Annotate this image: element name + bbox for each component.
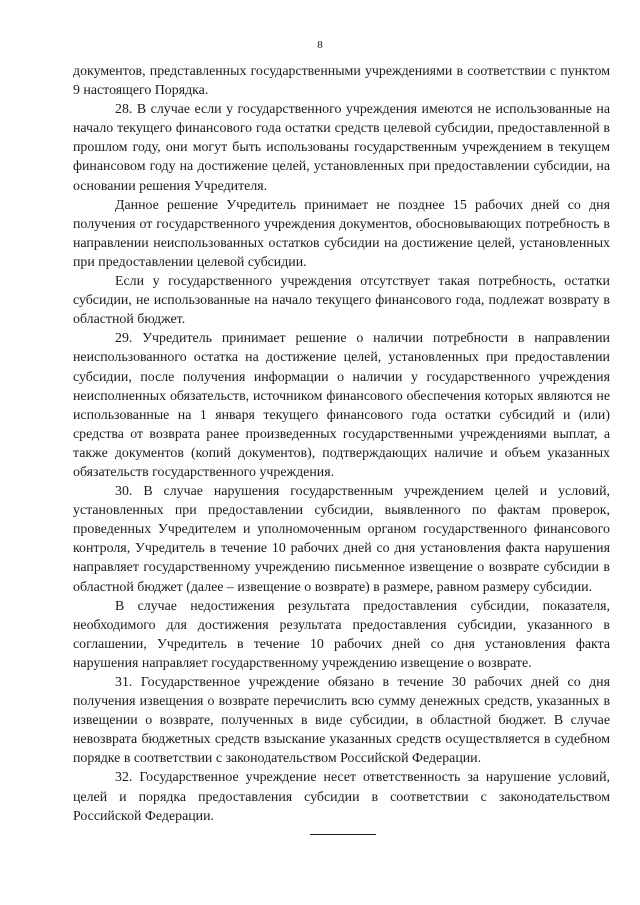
- paragraph-item-32: 32. Государственное учреждение несет ответственность за нарушение условий, целей и порядка предоставления субсидии в соответствии с законодательством Российской Федерации.: [73, 770, 610, 824]
- paragraph-item-28-return: Если у государственного учреждения отсутствует такая потребность, остатки субсидии, не использованные на начало текущего финансового года, подлежат возврату в областной бюджет.: [73, 274, 610, 328]
- paragraph-item-28-decision: Данное решение Учредитель принимает не позднее 15 рабочих дней со дня получения от государственного учреждения документов, обосновывающих потребность в направлении неиспользованных остатков субсидии на достижение целей, установленных при предоставлении целевой субсидии.: [73, 197, 610, 270]
- paragraph-item-31: 31. Государственное учреждение обязано в течение 30 рабочих дней со дня получения извещения о возврате перечислить всю сумму денежных средств, указанных в извещении о возврате, полученных в виде субсидии, в областной бюджет. В случае невозврата бюджетных средств взыскание указанных средств осуществляется в судебном порядке в соответствии с законодательством Российской Федерации.: [73, 675, 610, 767]
- page-number: 8: [317, 39, 323, 51]
- paragraph-continuation: документов, представленных государственными учреждениями в соответствии с пунктом 9 настоящего Порядка.: [73, 64, 610, 99]
- paragraph-item-30: 30. В случае нарушения государственным учреждением целей и условий, установленных при предоставлении субсидии, выявленного по фактам проверок, проведенных Учредителем и уполномоченным органом государственного финансового контроля, Учредитель в течение 10 рабочих дней со дня установления факта нарушения направляет государственному учреждению письменное извещение о возврате субсидии в областной бюджет (далее – извещение о возврате) в размере, равном размеру субсидии.: [73, 484, 610, 595]
- paragraph-item-29: 29. Учредитель принимает решение о наличии потребности в направлении неиспользованного остатка на достижение целей, установленных при предоставлении субсидии, после получения информации о наличии у государственного учреждения неисполненных обязательств, источником финансового обеспечения которых являются не использованные на 1 января текущего финансового года остатки субсидий и (или) средства от возврата ранее произведенных государственными учреждениями выплат, а также документов (копий документов), подтверждающих наличие и объем указанных обязательств государственного учреждения.: [73, 331, 610, 480]
- paragraph-item-30-result: В случае недостижения результата предоставления субсидии, показателя, необходимого для достижения результата предоставления субсидии, указанного в соглашении, Учредитель в течение 10 рабочих дней со дня установления факта нарушения направляет государственному учреждению извещение о возврате.: [73, 598, 610, 671]
- document-body: [73, 62, 610, 826]
- end-divider: [310, 834, 376, 835]
- paragraph-item-28: 28. В случае если у государственного учреждения имеются не использованные на начало текущего финансового года остатки средств целевой субсидии, предоставленной в прошлом году, они могут быть использованы государственным учреждением в текущем финансовом году на достижение целей, установленных при предоставлении субсидии, на основании решения Учредителя.: [73, 102, 610, 194]
